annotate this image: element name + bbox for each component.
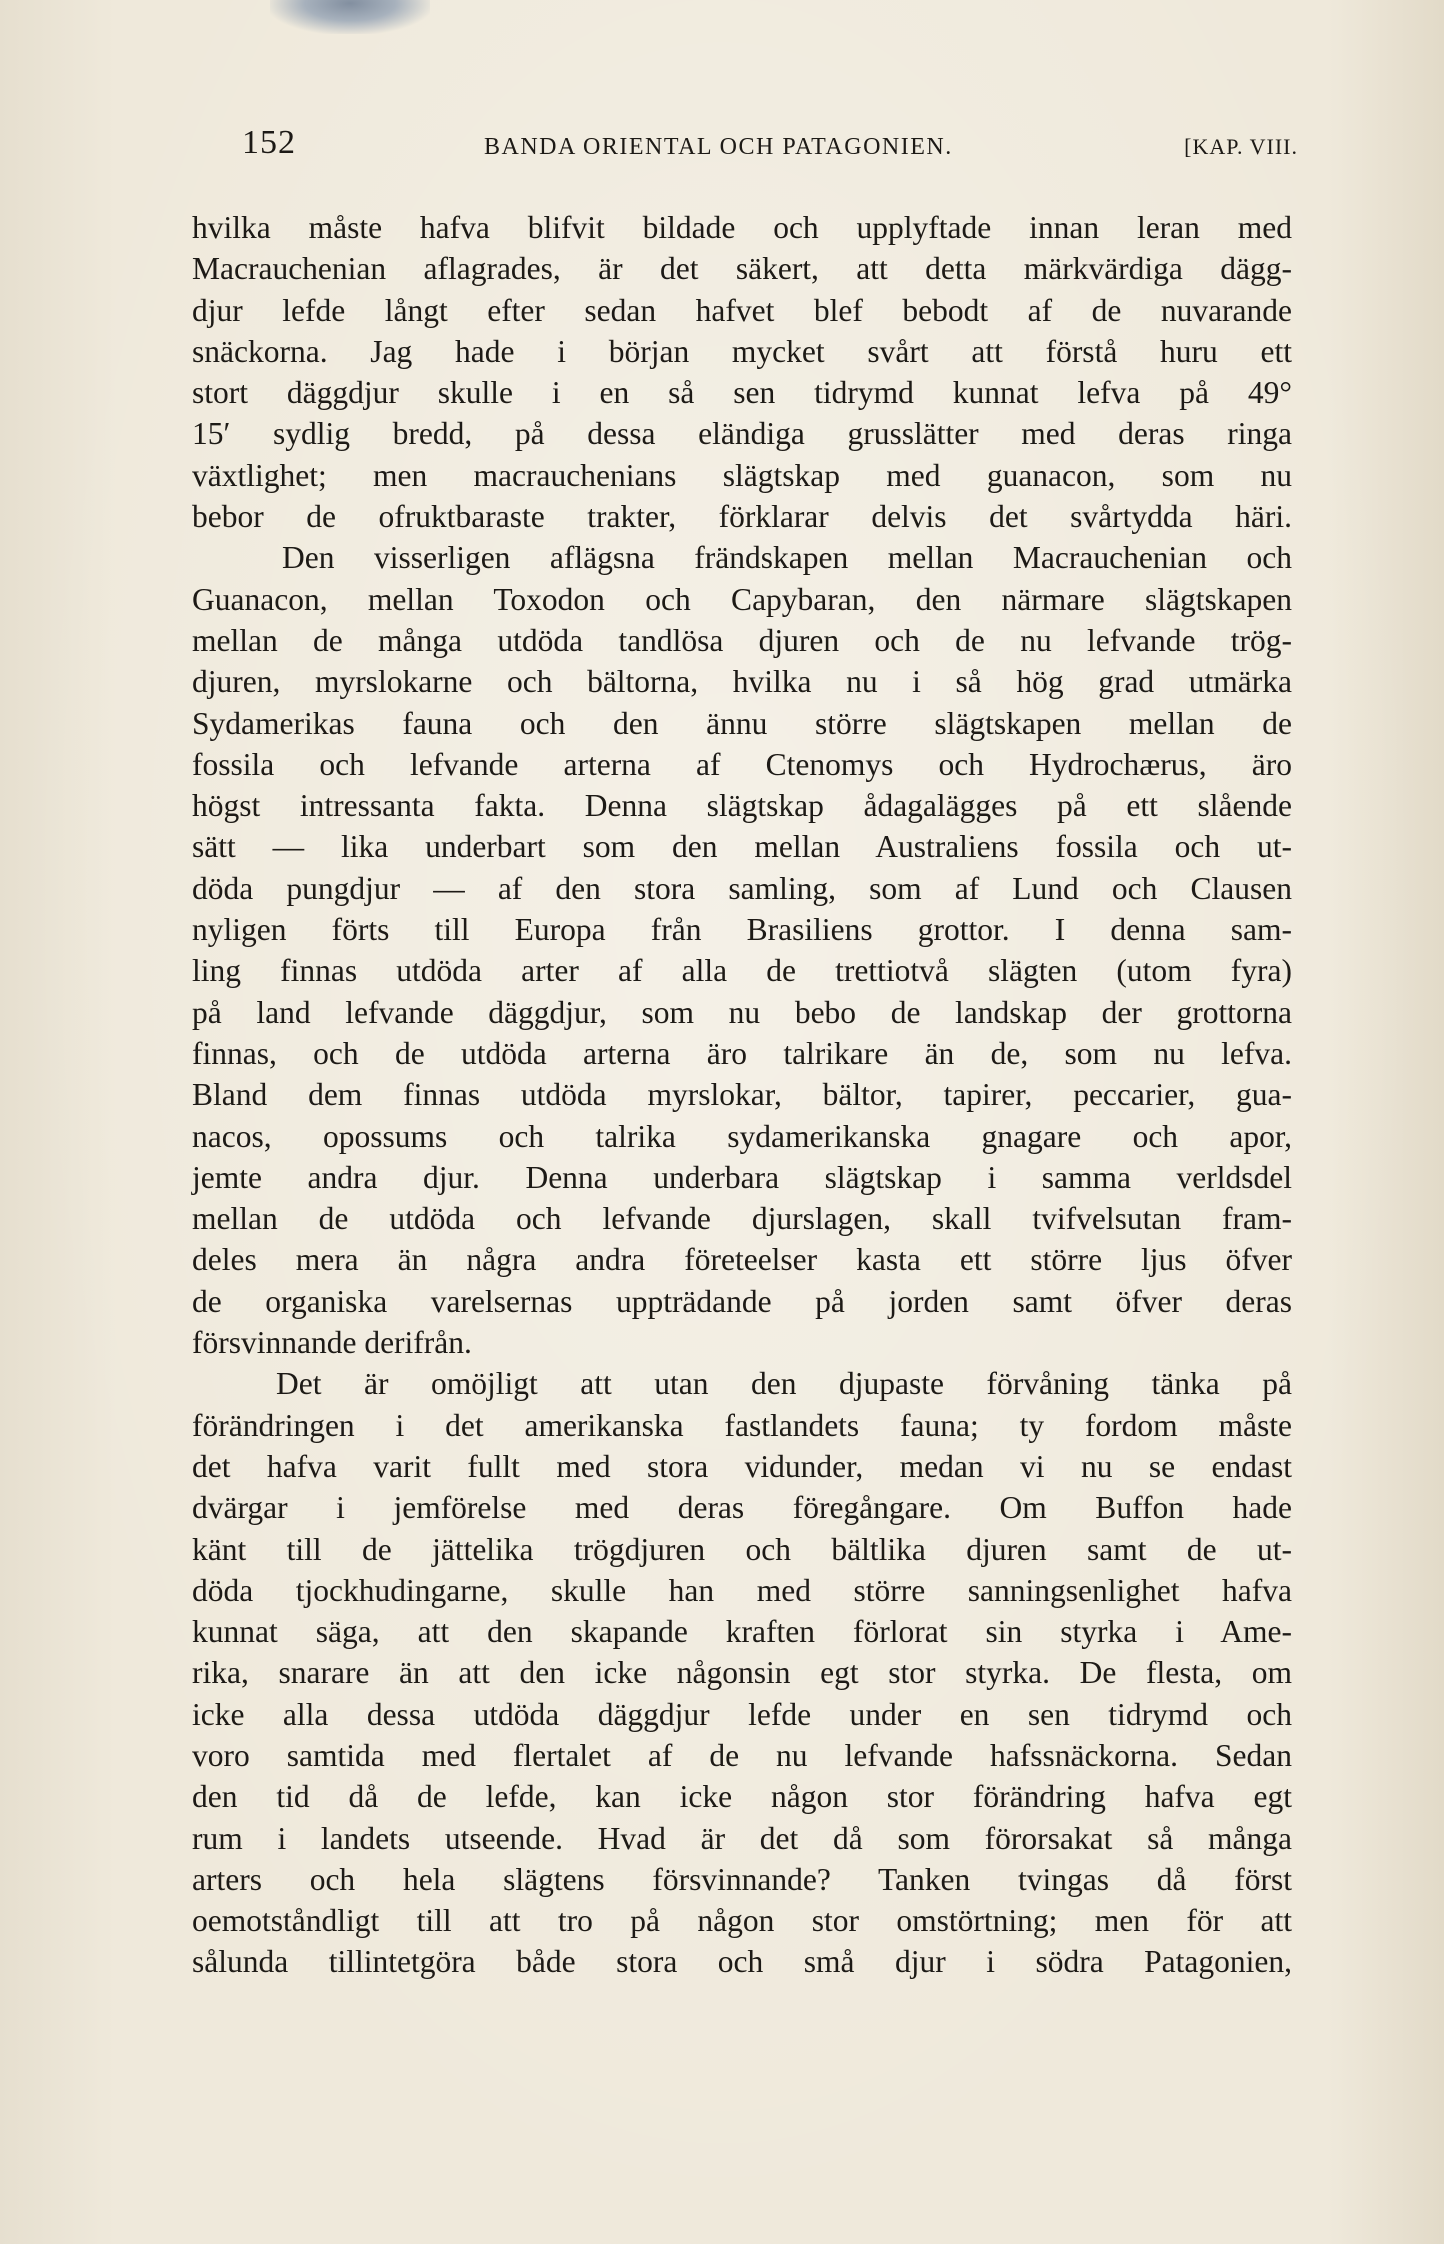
text-line: rika, snarare än att den icke någonsin egt stor styrka. De flesta, om <box>192 1655 1292 1691</box>
chapter-reference: [KAP. VIII. <box>1184 134 1298 159</box>
text-line: sålunda tillintetgöra både stora och små djur i södra Patagonien, <box>192 1944 1292 1980</box>
text-line: döda tjockhudingarne, skulle han med större sanningsenlighet hafva <box>192 1572 1292 1608</box>
text-line: känt till de jättelika trögdjuren och bältlika djuren samt de ut- <box>192 1531 1292 1567</box>
text-line: dvärgar i jemförelse med deras föregångare. Om Buffon hade <box>192 1490 1292 1526</box>
text-line: det hafva varit fullt med stora vidunder, medan vi nu se endast <box>192 1448 1292 1484</box>
text-line: på land lefvande däggdjur, som nu bebo de landskap der grottorna <box>192 994 1292 1030</box>
text-line: nacos, opossums och talrika sydamerikanska gnagare och apor, <box>192 1118 1292 1154</box>
text-line: oemotståndligt till att tro på någon stor omstörtning; men för att <box>192 1903 1292 1939</box>
paragraph-first-line: Den visserligen aflägsna frändskapen mellan Macrauchenian och <box>282 540 1292 576</box>
text-line: Bland dem finnas utdöda myrslokar, bältor, tapirer, peccarier, gua- <box>192 1077 1292 1113</box>
text-line: snäckorna. Jag hade i början mycket svårt att förstå huru ett <box>192 333 1292 369</box>
text-line: de organiska varelsernas uppträdande på jorden samt öfver deras <box>192 1283 1292 1319</box>
text-line: stort däggdjur skulle i en så sen tidrymd kunnat lefva på 49° <box>192 375 1292 411</box>
text-line: hvilka måste hafva blifvit bildade och upplyftade innan leran med <box>192 210 1292 245</box>
text-line: döda pungdjur — af den stora samling, som af Lund och Clausen <box>192 870 1292 906</box>
text-line: Macrauchenian aflagrades, är det säkert, att detta märkvärdiga dägg- <box>192 251 1292 287</box>
text-line: högst intressanta fakta. Denna slägtskap ådagalägges på ett slående <box>192 788 1292 824</box>
text-line: djuren, myrslokarne och bältorna, hvilka nu i så hög grad utmärka <box>192 664 1292 700</box>
text-line: bebor de ofruktbaraste trakter, förklarar delvis det svårtydda häri. <box>192 499 1292 535</box>
text-line: mellan de utdöda och lefvande djurslagen, skall tvifvelsutan fram- <box>192 1201 1292 1237</box>
text-line: fossila och lefvande arterna af Ctenomys och Hydrochærus, äro <box>192 746 1292 782</box>
text-line: finnas, och de utdöda arterna äro talrikare än de, som nu lefva. <box>192 1035 1292 1071</box>
text-line: jemte andra djur. Denna underbara slägtskap i samma verldsdel <box>192 1159 1292 1195</box>
body-text <box>192 207 1292 1983</box>
text-line: nyligen förts till Europa från Brasiliens grottor. I denna sam- <box>192 912 1292 948</box>
text-line: deles mera än några andra företeelser kasta ett större ljus öfver <box>192 1242 1292 1278</box>
text-line: växtlighet; men macrauchenians slägtskap med guanacon, som nu <box>192 457 1292 493</box>
text-line: ling finnas utdöda arter af alla de trettiotvå slägten (utom fyra) <box>192 953 1292 989</box>
text-line: Guanacon, mellan Toxodon och Capybaran, den närmare slägtskapen <box>192 581 1292 617</box>
paragraph-last-line: försvinnande derifrån. <box>192 1325 472 1361</box>
text-line: mellan de många utdöda tandlösa djuren och de nu lefvande trög- <box>192 622 1292 658</box>
text-line: kunnat säga, att den skapande kraften förlorat sin styrka i Ame- <box>192 1614 1292 1650</box>
text-line: voro samtida med flertalet af de nu lefvande hafssnäckorna. Sedan <box>192 1737 1292 1773</box>
text-line: sätt — lika underbart som den mellan Australiens fossila och ut- <box>192 829 1292 865</box>
text-line: förändringen i det amerikanska fastlandets fauna; ty fordom måste <box>192 1407 1292 1443</box>
text-line: Sydamerikas fauna och den ännu större slägtskapen mellan de <box>192 705 1292 741</box>
text-line: 15′ sydlig bredd, på dessa eländiga grusslätter med deras ringa <box>192 416 1292 452</box>
paragraph-first-line: Det är omöjligt att utan den djupaste förvåning tänka på <box>276 1366 1292 1402</box>
running-header <box>238 124 1298 174</box>
text-line: icke alla dessa utdöda däggdjur lefde under en sen tidrymd och <box>192 1696 1292 1732</box>
paper-stain <box>270 0 430 34</box>
text-line: djur lefde långt efter sedan hafvet blef bebodt af de nuvarande <box>192 292 1292 328</box>
text-line: den tid då de lefde, kan icke någon stor förändring hafva egt <box>192 1779 1292 1815</box>
running-title: BANDA ORIENTAL OCH PATAGONIEN. <box>484 134 953 160</box>
page-number: 152 <box>242 124 296 161</box>
text-line: arters och hela slägtens försvinnande? Tanken tvingas då först <box>192 1861 1292 1897</box>
text-line: rum i landets utseende. Hvad är det då som förorsakat så många <box>192 1820 1292 1856</box>
